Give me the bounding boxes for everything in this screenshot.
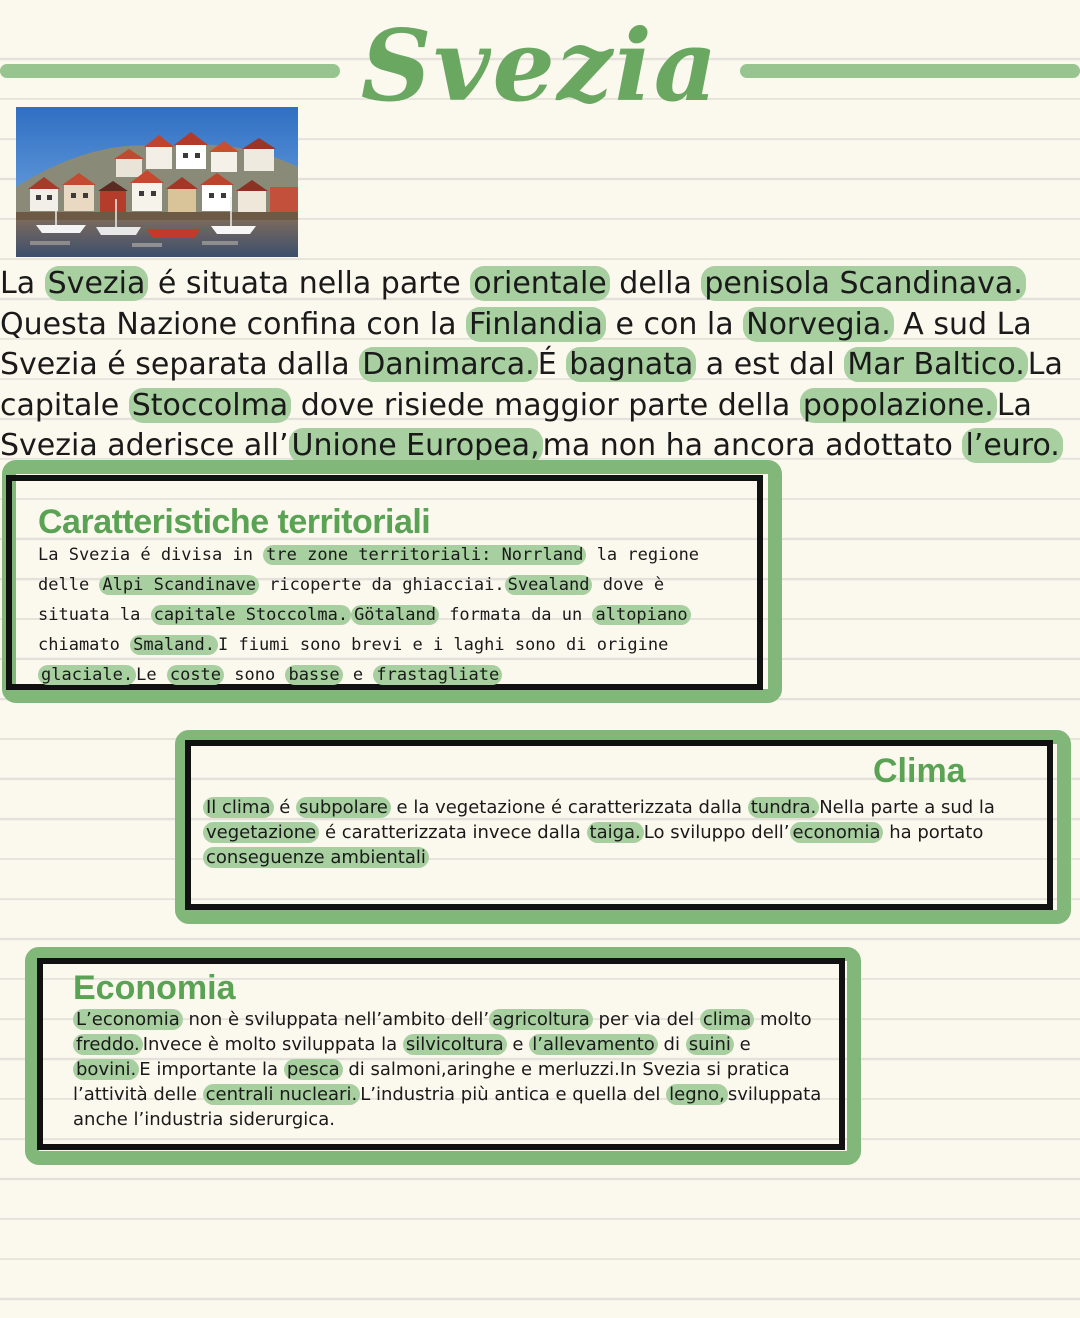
- economy-section: [25, 945, 865, 1170]
- intro-paragraph: La Svezia é situata nella parte orientale della penisola Scandinava. Questa Nazione confina con la Finlandia e con la Norvegia. A sud La Svezia é separata dalla Danimarca. É bagnata a est dal Mar Baltico. La capitale Stoccolma dove risiede maggior parte della popolazione. La Svezia aderisce all’ Unione Europea, ma non ha ancora adottato l’euro.: [0, 266, 1063, 463]
- title-bar-left: [0, 64, 340, 78]
- village-photo: [16, 107, 298, 257]
- territorial-section: [0, 455, 780, 710]
- economy-heading: Economia: [73, 969, 236, 1007]
- territorial-text: La Svezia é divisa in tre zone territoriali: Norrland la regione delle Alpi Scandinave ricoperte da ghiacciai. Svealand dove è situata la capitale Stoccolma. Götaland formata da un altopiano chiamato Smaland. I fiumi sono brevi e i laghi sono di origine glaciale. Le coste sono basse e frastagliate: [38, 545, 700, 685]
- climate-section: [175, 726, 1075, 931]
- climate-text: Il clima é subpolare e la vegetazione é caratterizzata dalla tundra. Nella parte a sud la vegetazione é caratterizzata invece dalla taiga. Lo sviluppo dell’ economia ha portato conseguenze ambientali: [203, 795, 1023, 870]
- climate-heading: Clima: [873, 752, 966, 790]
- title-bar-right: [740, 64, 1080, 78]
- economy-text: L’economia non è sviluppata nell’ambito dell’ agricoltura per via del clima molto freddo. Invece è molto sviluppata la silvicoltura e l’allevamento di suini e bovini. E importante la pesca di salmoni,aringhe e merluzzi.In Svezia si pratica l’attività delle centrali nucleari. L’industria più antica e quella del legno, sviluppata anche l’industria siderurgica.: [73, 1009, 822, 1130]
- territorial-heading: Caratteristiche territoriali: [38, 503, 431, 541]
- page-title: Svezia: [360, 9, 720, 124]
